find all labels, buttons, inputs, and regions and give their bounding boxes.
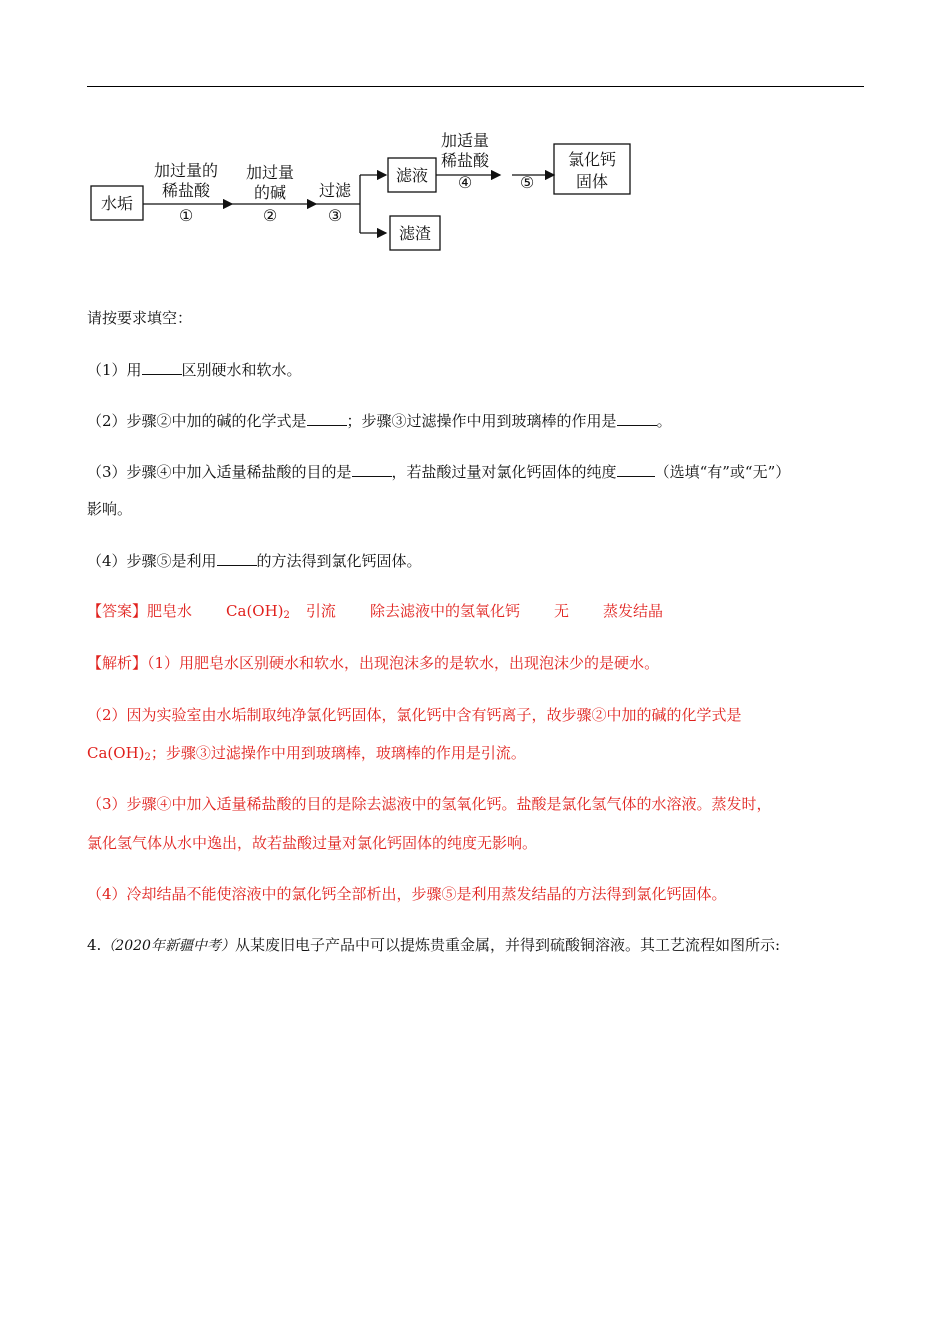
q1-part-a: （1）用 xyxy=(87,361,142,379)
q4-part-b: 的方法得到氯化钙固体。 xyxy=(256,552,422,570)
step1-top: 加过量的 xyxy=(153,161,219,180)
analysis-p1-line xyxy=(87,653,659,673)
flowchart-svg xyxy=(84,120,654,260)
answer-2: $Ca(OH)_2$ xyxy=(226,602,290,621)
q2-blank-1 xyxy=(307,410,347,426)
q3-part-c: （选填“有”或“无”） xyxy=(654,463,791,481)
q1-blank xyxy=(142,359,182,375)
intro-text: 请按要求填空： xyxy=(87,309,193,327)
filtrate-label: 滤液 xyxy=(395,166,429,185)
answer-6: 蒸发结晶 xyxy=(602,602,663,620)
analysis-p1: （1）用肥皂水区别硬水和软水，出现泡沫多的是软水，出现泡沫少的是硬水。 xyxy=(147,654,660,672)
q3-part-b: ，若盐酸过量对氯化钙固体的纯度 xyxy=(391,463,617,481)
step1-num: ① xyxy=(178,206,194,225)
process-flowchart xyxy=(84,120,654,260)
end-label-2: 固体 xyxy=(575,172,609,191)
start-label: 水垢 xyxy=(100,194,134,213)
answer-5: 无 xyxy=(553,602,569,620)
question-4 xyxy=(87,550,422,571)
step2-num: ② xyxy=(262,206,278,225)
analysis-p2-l2: $Ca(OH)_2$；步骤③过滤操作中用到玻璃棒，玻璃棒的作用是引流。 xyxy=(87,744,526,763)
analysis-p3-l2: 氯化氢气体从水中逸出，故若盐酸过量对氯化钙固体的纯度无影响。 xyxy=(87,834,538,852)
step5-num: ⑤ xyxy=(519,173,535,192)
question-3 xyxy=(87,461,790,482)
question-3-cont: 影响。 xyxy=(87,500,133,518)
next-question-source: （2020年新疆中考） xyxy=(101,938,235,954)
analysis-p4: （4）冷却结晶不能使溶液中的氯化钙全部析出，步骤⑤是利用蒸发结晶的方法得到氯化钙固体。 xyxy=(87,885,727,903)
next-question-text: 从某废旧电子产品中可以提炼贵重金属，并得到硫酸铜溶液。其工艺流程如图所示: xyxy=(234,936,781,954)
q2-part-c: 。 xyxy=(656,412,672,430)
step3-num: ③ xyxy=(327,206,343,225)
step4-mid: 稀盐酸 xyxy=(440,151,490,170)
q3-blank-2 xyxy=(617,461,655,477)
step3-top: 过滤 xyxy=(318,181,352,200)
analysis-p3-l1: （3）步骤④中加入适量稀盐酸的目的是除去滤液中的氢氧化钙。盐酸是氯化氢气体的水溶液。蒸发时， xyxy=(87,795,772,813)
answer-1: 肥皂水 xyxy=(147,602,193,620)
end-label-1: 氯化钙 xyxy=(567,150,617,169)
q2-blank-2 xyxy=(617,410,657,426)
answer-label: 【答案】 xyxy=(87,602,148,620)
q3-part-a: （3）步骤④中加入适量稀盐酸的目的是 xyxy=(87,463,352,481)
answer-4: 除去滤液中的氢氧化钙 xyxy=(369,602,520,620)
answer-line xyxy=(87,601,663,626)
step4-top: 加适量 xyxy=(440,131,490,150)
q3-blank-1 xyxy=(352,461,392,477)
step2-top: 加过量 xyxy=(245,163,295,182)
q2-part-b: ；步骤③过滤操作中用到玻璃棒的作用是 xyxy=(346,412,617,430)
step2-mid: 的碱 xyxy=(253,183,287,202)
analysis-p2-l1: （2）因为实验室由水垢制取纯净氯化钙固体，氯化钙中含有钙离子，故步骤②中加的碱的化学式是 xyxy=(87,706,742,724)
step4-num: ④ xyxy=(457,173,473,192)
residue-label: 滤渣 xyxy=(398,224,432,243)
question-2 xyxy=(87,410,672,431)
header-rule xyxy=(87,86,864,87)
question-1 xyxy=(87,359,302,380)
q1-part-b: 区别硬水和软水。 xyxy=(181,361,302,379)
q2-part-a: （2）步骤②中加的碱的化学式是 xyxy=(87,412,307,430)
q4-part-a: （4）步骤⑤是利用 xyxy=(87,552,217,570)
step1-mid: 稀盐酸 xyxy=(161,181,211,200)
answer-3: 引流 xyxy=(305,602,336,620)
q4-blank xyxy=(217,550,257,566)
next-question xyxy=(87,935,780,956)
analysis-label: 【解析】 xyxy=(87,654,148,672)
next-question-number: 4. xyxy=(87,936,102,954)
